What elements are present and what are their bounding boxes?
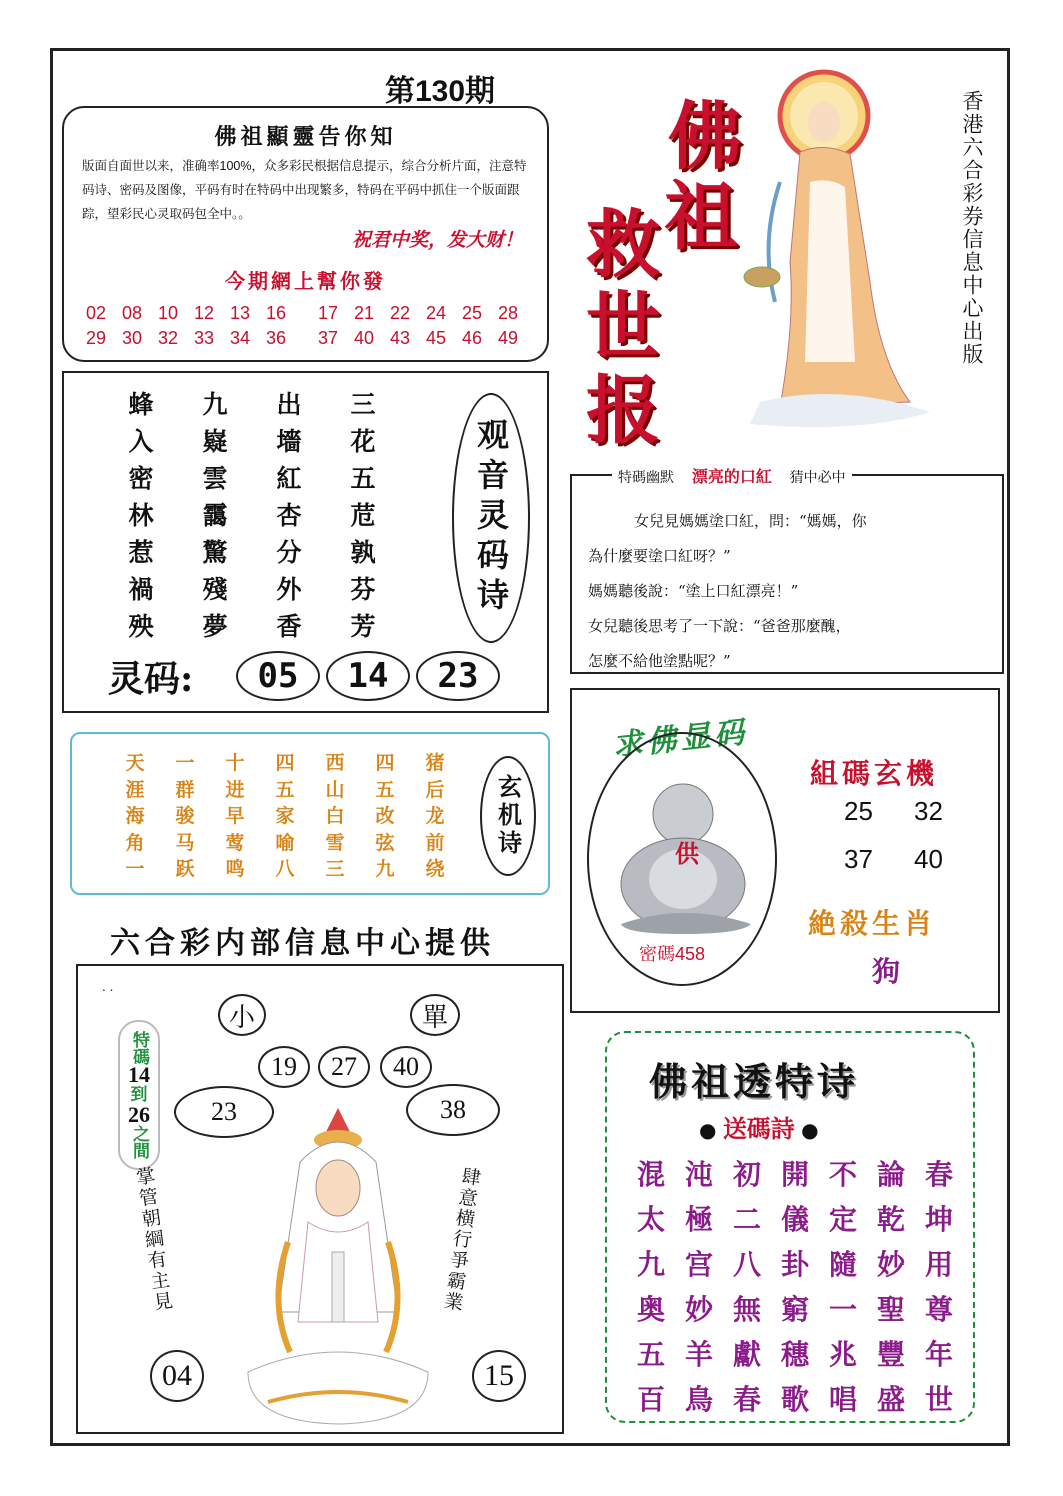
xuanji-char: 三 — [325, 858, 345, 880]
number-cell: 17 — [317, 303, 339, 323]
poem2-char: 無 — [732, 1293, 761, 1326]
poem2-char: 九 — [636, 1248, 665, 1281]
poem2-char: 乾 — [876, 1203, 905, 1236]
joke-line: 女兒見媽媽塗口紅，問：“媽媽，你 — [634, 512, 867, 530]
poem-label-oval — [452, 393, 530, 643]
range-label: 特碼 — [129, 1031, 149, 1065]
poem2-char: 羊 — [684, 1338, 713, 1371]
guanyin-standing-illustration — [740, 62, 940, 434]
combo-code: 40 — [914, 844, 943, 874]
xuanji-char: 山 — [325, 778, 345, 801]
offer-char: 供 — [675, 839, 699, 868]
xuanji-char: 前 — [425, 831, 445, 854]
poem-char: 香 — [276, 612, 302, 641]
poem-char: 驚 — [202, 538, 228, 567]
joke-line: 怎麼不給他塗點呢？” — [588, 652, 731, 670]
right-verse: 肆意横行爭霸業 — [439, 1165, 483, 1314]
combo-code: 32 — [914, 796, 943, 826]
poem2-char: 獻 — [732, 1338, 761, 1371]
xuanji-char: 跃 — [175, 858, 195, 880]
poem2-char: 窮 — [780, 1293, 809, 1326]
number-cell: 49 — [497, 328, 519, 348]
poem-char: 禍 — [128, 575, 154, 604]
xuanji-char: 龙 — [425, 805, 445, 827]
poem2-char: 定 — [828, 1203, 857, 1236]
xuanji-char: 涯 — [125, 778, 145, 801]
zodiac-box — [570, 688, 1000, 1013]
poem-char: 芳 — [350, 612, 376, 641]
xuanji-char: 早 — [225, 805, 245, 827]
title-char-4: 世 — [586, 284, 660, 370]
joke-title: 漂亮的口紅 — [691, 467, 772, 486]
poem2-char: 年 — [924, 1338, 953, 1371]
xuanji-char: 西 — [325, 752, 345, 774]
xuanji-char: 喻 — [275, 831, 295, 854]
poem-char: 殃 — [128, 612, 154, 641]
notice-title: 佛祖顯靈告你知 — [214, 124, 397, 150]
poem-char: 九 — [202, 390, 228, 419]
xuanji-char: 雪 — [325, 831, 345, 854]
xuanji-char: 改 — [375, 805, 395, 827]
number-circle: 19 — [258, 1046, 310, 1088]
number-cell: 21 — [353, 303, 375, 323]
provider-text: 六合彩内部信息中心提供 — [110, 926, 495, 961]
xuanji-label-oval — [480, 756, 536, 876]
lingma-number: 14 — [326, 651, 410, 701]
poem-char: 苊 — [350, 501, 376, 530]
buddha-poem-box — [605, 1031, 975, 1423]
xuanji-char: 后 — [425, 778, 445, 801]
xuanji-char: 骏 — [175, 805, 195, 827]
publisher-vertical: 香港六合彩券信息中心出版 — [960, 90, 984, 366]
poem2-subtitle-wrap — [699, 1109, 819, 1144]
joke-line: 為什麼要塗口紅呀？” — [588, 547, 731, 565]
issue-number: 第130期 — [385, 75, 496, 108]
poem2-title: 佛祖透特诗 — [649, 1059, 860, 1104]
number-cell: 30 — [121, 328, 143, 348]
combo-code: 25 — [844, 796, 873, 826]
xuanji-char: 一 — [175, 752, 195, 774]
notice-box — [62, 106, 549, 362]
wish-text: 祝君中奖，发大财！ — [351, 229, 523, 251]
number-cell: 25 — [461, 303, 483, 323]
poem2-char: 論 — [876, 1158, 905, 1191]
xuanji-char: 马 — [175, 831, 195, 854]
tiny-dots: . . — [102, 980, 114, 994]
xuanji-char: 天 — [125, 752, 145, 774]
kill-zodiac: 狗 — [872, 955, 901, 988]
poem2-char: 穗 — [780, 1338, 809, 1371]
xuanji-char: 群 — [175, 778, 195, 801]
poem-label: 观音灵码诗 — [472, 418, 510, 618]
size-circle: 小 — [218, 994, 266, 1036]
poem-char: 孰 — [350, 538, 376, 567]
xuanji-char: 四 — [275, 752, 295, 774]
poem-char: 芬 — [350, 575, 376, 604]
poem-grid — [104, 385, 400, 644]
joke-head-2: 猜中必中 — [789, 470, 846, 486]
poem2-char: 混 — [636, 1158, 665, 1191]
lingma-number: 23 — [416, 651, 500, 701]
poem2-char: 盛 — [876, 1383, 905, 1416]
poem2-char: 鳥 — [684, 1383, 713, 1416]
range-between-label: 之間 — [129, 1125, 149, 1159]
poem2-char: 儀 — [780, 1203, 809, 1236]
poem2-char: 春 — [732, 1383, 761, 1416]
number-cell: 12 — [193, 303, 215, 323]
poem-char: 林 — [128, 501, 154, 530]
number-cell: 36 — [265, 328, 287, 348]
number-cell: 02 — [85, 303, 107, 323]
lower-left-panel — [76, 964, 564, 1434]
xuanji-char: 九 — [375, 858, 395, 880]
poem2-char: 豐 — [876, 1338, 905, 1371]
left-verse: 掌管朝綱有主見 — [131, 1165, 175, 1314]
number-cell: 32 — [157, 328, 179, 348]
poem-char: 惹 — [128, 538, 154, 567]
poem-char: 分 — [276, 538, 302, 567]
poem2-char: 百 — [636, 1383, 665, 1416]
poem-char: 花 — [350, 427, 376, 456]
number-cell: 43 — [389, 328, 411, 348]
number-cell: 40 — [353, 328, 375, 348]
poem2-char: 奥 — [636, 1293, 665, 1326]
secret-code: 密碼458 — [639, 944, 706, 964]
xuanji-char: 莺 — [225, 831, 245, 854]
poem2-char: 一 — [828, 1293, 857, 1326]
xuanji-char: 绕 — [425, 858, 445, 880]
xuanji-poem-box — [70, 732, 550, 895]
joke-text — [588, 504, 990, 679]
xuanji-char: 弦 — [375, 831, 395, 854]
poem-char: 密 — [128, 464, 154, 493]
range-from: 14 — [128, 1062, 150, 1087]
poem-char: 杏 — [276, 501, 302, 530]
poem2-char: 聖 — [876, 1293, 905, 1326]
number-cell: 08 — [121, 303, 143, 323]
poem2-char: 坤 — [924, 1203, 953, 1236]
number-cell: 16 — [265, 303, 287, 323]
number-cell: 22 — [389, 303, 411, 323]
joke-line: 女兒聽後思考了一下說：“爸爸那麼醜， — [588, 617, 851, 635]
number-cell: 13 — [229, 303, 251, 323]
buddha-arc-text: 求佛显码 — [610, 714, 750, 764]
poem-char: 五 — [350, 464, 376, 493]
poem2-char: 妙 — [684, 1293, 713, 1326]
kill-title: 絶殺生肖 — [808, 907, 937, 940]
xuanji-char: 鸣 — [225, 858, 245, 880]
poem2-char: 五 — [636, 1338, 665, 1371]
poem2-char: 初 — [732, 1158, 761, 1191]
poem2-char: 不 — [828, 1158, 857, 1191]
poem-char: 出 — [276, 390, 302, 419]
xuanji-char: 十 — [225, 752, 245, 774]
poem2-char: 卦 — [780, 1248, 809, 1281]
poem2-char: 歌 — [780, 1383, 809, 1416]
poem2-grid — [627, 1153, 963, 1423]
poem-char: 三 — [350, 390, 376, 419]
xuanji-char: 进 — [225, 778, 245, 801]
poem2-char: 春 — [924, 1158, 953, 1191]
poem-char: 雲 — [202, 464, 228, 493]
poem2-char: 二 — [732, 1203, 761, 1236]
number-cell: 45 — [425, 328, 447, 348]
number-circle: 15 — [472, 1350, 526, 1402]
bullet-icon: ● — [699, 1118, 717, 1142]
xuanji-char: 角 — [125, 831, 145, 854]
xuanji-char: 海 — [125, 805, 145, 827]
number-circle: 27 — [318, 1046, 370, 1088]
number-oval: 23 — [174, 1086, 274, 1138]
combo-title: 組碼玄機 — [810, 757, 939, 790]
title-char-1: 佛 — [668, 94, 742, 180]
poem2-char: 八 — [732, 1248, 761, 1281]
title-char-3: 救 — [586, 202, 660, 288]
poem2-char: 妙 — [876, 1248, 905, 1281]
joke-line: 媽媽聽後說：“塗上口紅漂亮！” — [588, 582, 799, 600]
buddha-oval — [587, 732, 777, 986]
guanyin-poem-box — [62, 371, 549, 713]
number-circle: 04 — [150, 1350, 204, 1402]
poem-char: 殘 — [202, 575, 228, 604]
net-title: 今期網上幫你發 — [225, 269, 386, 293]
xuanji-char: 白 — [325, 805, 345, 827]
xuanji-label: 玄机诗 — [493, 774, 523, 858]
poem2-char: 用 — [924, 1248, 953, 1281]
poem2-char: 兆 — [828, 1338, 857, 1371]
special-range — [118, 1020, 160, 1170]
number-cell: 34 — [229, 328, 251, 348]
poem2-char: 尊 — [924, 1293, 953, 1326]
joke-header — [612, 464, 852, 487]
poem-char: 入 — [128, 427, 154, 456]
number-cell: 37 — [317, 328, 339, 348]
poem-char: 墻 — [276, 427, 302, 456]
poem2-char: 開 — [780, 1158, 809, 1191]
parity-circle: 單 — [410, 994, 460, 1036]
poem2-char: 隨 — [828, 1248, 857, 1281]
number-grid — [78, 303, 537, 349]
number-cell: 33 — [193, 328, 215, 348]
lingma-number: 05 — [236, 651, 320, 701]
number-cell: 10 — [157, 303, 179, 323]
title-char-2: 祖 — [664, 174, 738, 260]
xuanji-char: 一 — [125, 858, 145, 880]
poem2-char: 宫 — [684, 1248, 713, 1281]
xuanji-char: 家 — [275, 805, 295, 827]
poem-char: 夢 — [202, 612, 228, 641]
lingma-label: 灵码: — [108, 658, 194, 700]
range-to: 26 — [128, 1102, 150, 1127]
number-circle: 40 — [380, 1046, 432, 1088]
combo-code: 37 — [844, 844, 873, 874]
range-to-label: 到 — [130, 1085, 148, 1105]
poem2-char: 唱 — [828, 1383, 857, 1416]
number-oval: 38 — [406, 1084, 500, 1136]
joke-head-1: 特碼幽默 — [618, 470, 674, 486]
xuanji-char: 猪 — [425, 752, 445, 774]
xuanji-char: 五 — [375, 778, 395, 801]
xuanji-char: 四 — [375, 752, 395, 774]
xuanji-grid — [110, 748, 460, 881]
poem2-char: 極 — [684, 1203, 713, 1236]
poem2-subtitle: 送碼詩 — [722, 1114, 795, 1143]
poem2-char: 沌 — [684, 1158, 713, 1191]
xuanji-char: 八 — [275, 858, 295, 880]
number-cell: 24 — [425, 303, 447, 323]
xuanji-char: 五 — [275, 778, 295, 801]
poem-char: 紅 — [276, 464, 302, 493]
title-char-5: 报 — [586, 368, 660, 454]
joke-box — [570, 467, 1004, 674]
notice-body: 版面自面世以来，准确率100%，众多彩民根据信息提示，综合分析片面，注意特码诗、密码及图像，平码有时在特码中出现繁多，特码在平码中抓住一个版面跟踪，望彩民心灵取码包全中。。 — [82, 159, 527, 221]
number-cell: 29 — [85, 328, 107, 348]
poem2-char: 世 — [924, 1383, 953, 1416]
poem2-char: 太 — [636, 1203, 665, 1236]
bullet-icon: ● — [801, 1118, 819, 1142]
poem-char: 外 — [276, 575, 302, 604]
guanyin-seated-illustration — [228, 1102, 448, 1432]
number-cell: 28 — [497, 303, 519, 323]
poem-char: 靄 — [202, 501, 228, 530]
number-cell: 46 — [461, 328, 483, 348]
poem-char: 嶷 — [202, 427, 228, 456]
poem-char: 蜂 — [128, 390, 154, 419]
